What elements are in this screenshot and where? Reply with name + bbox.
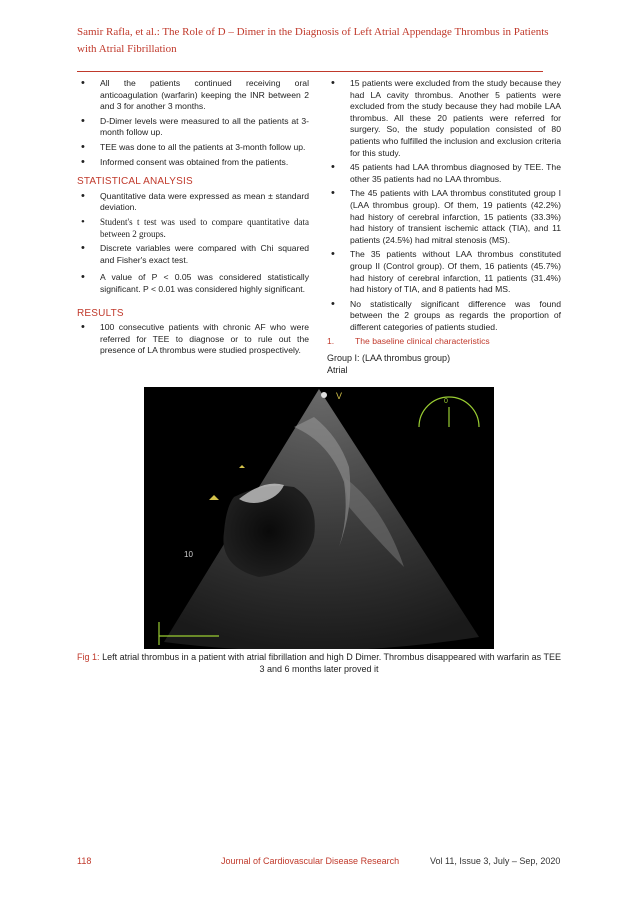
bullet-item: • TEE was done to all the patients at 3-month follow up. xyxy=(77,142,309,154)
caption-text: Left atrial thrombus in a patient with atrial fibrillation and high D Dimer. Thrombus disappeared with warfarin as TEE 3 and 6 months later proved it xyxy=(99,652,561,674)
bullet-item: • 100 consecutive patients with chronic AF who were referred for TEE to diagnose or to rule out the presence of LA thrombus were studied prospectively. xyxy=(77,322,309,357)
depth-marker-icon xyxy=(209,495,219,500)
bullet-item: • 45 patients had LAA thrombus diagnosed by TEE. The other 35 patients had no LAA thrombus. xyxy=(327,162,561,185)
statistics-bullet-list xyxy=(77,191,309,296)
atrial-line: Atrial xyxy=(327,365,348,375)
bullet-item: • Informed consent was obtained from the patients. xyxy=(77,157,309,169)
bullet-item: • D-Dimer levels were measured to all the patients at 3-month follow up. xyxy=(77,116,309,139)
bullet-item: • No statistically significant difference was found between the 2 groups as regards the proportion of different categories of patients studied. xyxy=(327,299,561,334)
angle-label: 0 xyxy=(444,398,448,405)
journal-name: Journal of Cardiovascular Disease Research xyxy=(221,856,400,866)
left-column xyxy=(77,78,309,360)
bullet-item: • All the patients continued receiving oral anticoagulation (warfarin) keeping the INR between 2 and 3 for another 3 months. xyxy=(77,78,309,113)
subheading-text: The baseline clinical characteristics xyxy=(355,336,490,347)
echo-scan-drawing xyxy=(144,387,494,649)
page-number: 118 xyxy=(77,856,92,866)
running-header: Samir Rafla, et al.: The Role of D – Dimer in the Diagnosis of Left Atrial Appendage Thrombus in Patients with Atrial Fibrillation xyxy=(77,26,549,55)
bullet-item: • The 35 patients without LAA thrombus constituted group II (Control group). Of them, 16 patients (45.7%) had history of cerebral infarction, 11 patients (31.4%) had history of TIA, and 8 patients had MS. xyxy=(327,249,561,295)
header-rule xyxy=(77,71,543,72)
intro-bullet-list xyxy=(77,78,309,168)
results-continued-list xyxy=(327,78,561,333)
figure-caption xyxy=(77,651,561,675)
group-line: Group I: (LAA thrombus group) xyxy=(327,353,451,363)
bullet-item: • A value of P < 0.05 was considered statistically significant. P < 0.01 was considered highly significant. xyxy=(77,272,309,295)
echo-depth-label: 10 xyxy=(184,550,193,559)
results-bullet-list xyxy=(77,322,309,357)
caption-label: Fig 1: xyxy=(77,652,100,662)
echocardiogram-image xyxy=(144,387,494,649)
volume-info: Vol 11, Issue 3, July – Sep, 2020 xyxy=(430,856,561,866)
bullet-item: • 15 patients were excluded from the study because they had LA cavity thrombus. Another 5 patients were excluded from the study because they had mobile LAA thrombus. All these 20 patients were referred for surgery. So, the study population consisted of 80 patients who fulfilled the inclusion and exclusion criteria for this study. xyxy=(327,78,561,159)
numbered-subheading xyxy=(327,336,561,348)
results-heading: RESULTS xyxy=(77,307,124,319)
echo-label-v: V xyxy=(336,391,343,401)
subheading-number: 1. xyxy=(327,336,335,347)
bullet-item: • Student's t test was used to compare quantitative data between 2 groups. xyxy=(77,217,309,240)
focus-marker-icon xyxy=(239,465,245,468)
bullet-item: • Quantitative data were expressed as mean ± standard deviation. xyxy=(77,191,309,214)
statistical-analysis-heading: STATISTICAL ANALYSIS xyxy=(77,176,193,188)
probe-marker xyxy=(321,392,327,398)
bullet-item: • Discrete variables were compared with Chi squared and Fisher's exact test. xyxy=(77,243,309,266)
right-column xyxy=(327,78,561,348)
bullet-item: • The 45 patients with LAA thrombus constituted group I (LAA thrombus group). Of them, 19 patients (42.2%) had history of cerebral infarction, 15 patients (33.3%) had history of transient ischemic attack (TIA), and 11 patients (24.5%) had mitral stenosis (MS). xyxy=(327,188,561,246)
